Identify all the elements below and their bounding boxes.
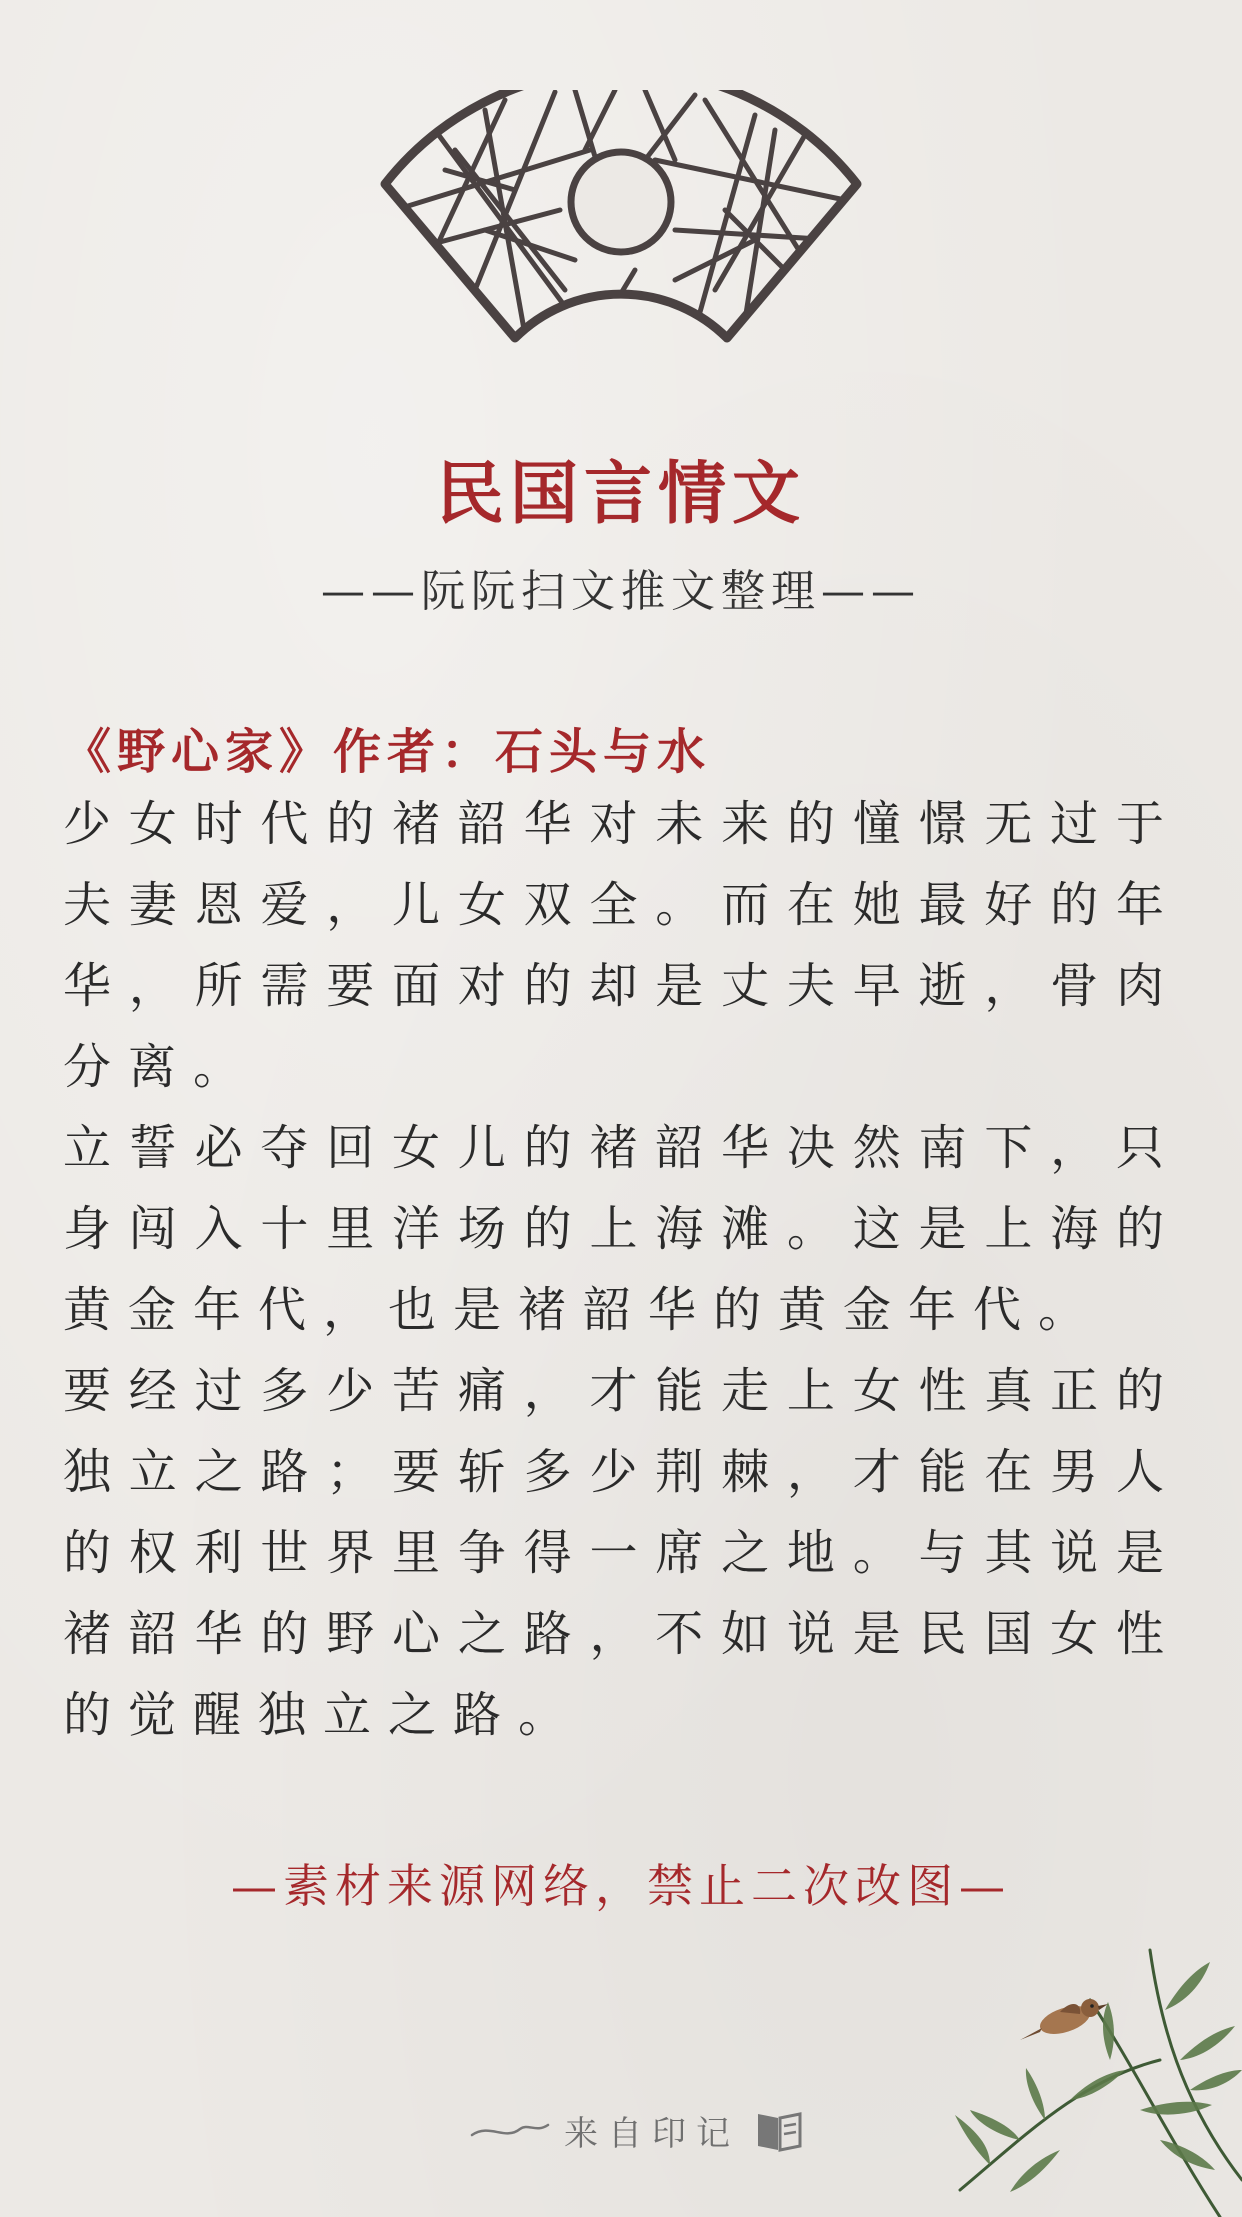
- book-heading: 《野心家》作者：石头与水: [63, 724, 712, 780]
- bamboo-bird-illustration: [950, 1940, 1242, 2217]
- fan-lattice-icon: [375, 90, 867, 360]
- watermark: [470, 2100, 810, 2160]
- book-paragraph: 少女时代的褚韶华对未来的憧憬无过于夫妻恩爱，儿女双全。而在她最好的年华，所需要面对的却是丈夫早逝，骨肉分离。: [63, 796, 1181, 1095]
- book-paragraph: 立誓必夺回女儿的褚韶华决然南下，只身闯入十里洋场的上海滩。这是上海的黄金年代，也是褚韶华的黄金年代。: [63, 1120, 1181, 1338]
- watermark-text: 来自印记: [564, 2113, 740, 2154]
- source-note: —素材来源网络，禁止二次改图—: [231, 1859, 1011, 1913]
- swoosh-icon: [470, 2115, 550, 2145]
- book-icon: [754, 2108, 804, 2152]
- page-title: 民国言情文: [435, 454, 806, 534]
- book-paragraph: 要经过多少苦痛，才能走上女性真正的独立之路；要斩多少荆棘，才能在男人的权利世界里争得一席之地。与其说是褚韶华的野心之路，不如说是民国女性的觉醒独立之路。: [63, 1363, 1181, 1743]
- page-subtitle: ——阮阮扫文推文整理——: [321, 566, 921, 617]
- book-section: [63, 720, 1181, 1756]
